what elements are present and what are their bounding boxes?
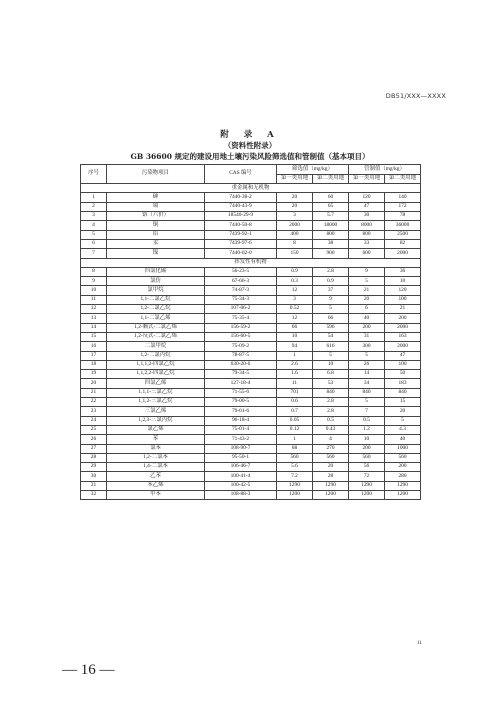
cell-cas: 56-23-5 <box>205 267 277 276</box>
cell-index: 7 <box>81 249 107 258</box>
cell-cas: 127-18-4 <box>205 379 277 388</box>
cell-screening-land2: 20 <box>313 463 349 472</box>
cell-control-land2: 21 <box>385 305 421 314</box>
cell-control-land1: 9 <box>349 267 385 276</box>
table-row <box>81 398 421 407</box>
cell-control-land1: 7 <box>349 407 385 416</box>
cell-cas: 107-06-2 <box>205 305 277 314</box>
table-row <box>81 277 421 286</box>
cell-control-land2: 40 <box>385 435 421 444</box>
cell-cas: 630-20-6 <box>205 360 277 369</box>
cell-control-land2: 47 <box>385 351 421 360</box>
cell-cas: 7439-97-6 <box>205 239 277 248</box>
cell-pollutant: 1,2-二氯苯 <box>107 453 205 462</box>
cell-screening-land1: 0.6 <box>277 398 313 407</box>
cell-index: 12 <box>81 305 107 314</box>
header-screening: 筛选值（mg/kg） <box>277 165 349 175</box>
cell-screening-land2: 5.7 <box>313 212 349 221</box>
cell-control-land1: 120 <box>349 193 385 202</box>
table-row <box>81 332 421 341</box>
table-row <box>81 435 421 444</box>
cell-screening-land2: 18000 <box>313 221 349 230</box>
page-number: — 16 — <box>62 662 115 678</box>
cell-pollutant: 氯苯 <box>107 444 205 453</box>
cell-index: 17 <box>81 351 107 360</box>
table-caption: GB 36600 规定的建设用地土壤污染风险筛选值和管制值（基本项目） <box>130 152 370 161</box>
cell-screening-land2: 1290 <box>313 481 349 490</box>
cell-control-land2: 100 <box>385 360 421 369</box>
source-page-number: 11 <box>416 640 422 646</box>
cell-screening-land1: 11 <box>277 379 313 388</box>
header-pollutant: 污染物项目 <box>107 165 205 184</box>
cell-screening-land1: 12 <box>277 314 313 323</box>
cell-pollutant: 镉 <box>107 202 205 211</box>
cell-pollutant: 铅 <box>107 230 205 239</box>
cell-control-land1: 21 <box>349 286 385 295</box>
cell-control-land1: 56 <box>349 463 385 472</box>
cell-screening-land1: 1290 <box>277 481 313 490</box>
cell-pollutant: 铜 <box>107 221 205 230</box>
cell-control-land1: 47 <box>349 202 385 211</box>
cell-screening-land2: 270 <box>313 444 349 453</box>
table-row <box>81 193 421 202</box>
cell-cas: 74-87-3 <box>205 286 277 295</box>
cell-pollutant: 铬（六价） <box>107 212 205 221</box>
cell-index: 11 <box>81 295 107 304</box>
cell-index: 3 <box>81 212 107 221</box>
cell-control-land2: 163 <box>385 332 421 341</box>
cell-screening-land1: 1200 <box>277 490 313 499</box>
appendix-subtitle: （资料性附录） <box>223 141 277 150</box>
cell-screening-land2: 66 <box>313 314 349 323</box>
cell-screening-land1: 3 <box>277 295 313 304</box>
cell-control-land2: 1000 <box>385 444 421 453</box>
cell-screening-land1: 560 <box>277 453 313 462</box>
header-index: 序号 <box>81 165 107 184</box>
cell-control-land2: 280 <box>385 472 421 481</box>
table-row <box>81 249 421 258</box>
table-row <box>81 481 421 490</box>
table-row <box>81 370 421 379</box>
table-row <box>81 202 421 211</box>
cell-pollutant: 1,1,1-三氯乙烷 <box>107 388 205 397</box>
cell-control-land2: 78 <box>385 212 421 221</box>
cell-screening-land2: 800 <box>313 230 349 239</box>
cell-pollutant: 甲苯 <box>107 490 205 499</box>
cell-screening-land2: 5 <box>313 351 349 360</box>
cell-index: 24 <box>81 416 107 425</box>
cell-control-land1: 600 <box>349 249 385 258</box>
cell-pollutant: 1,1-二氯乙烯 <box>107 314 205 323</box>
cell-control-land2: 20 <box>385 407 421 416</box>
table-row <box>81 351 421 360</box>
table-row <box>81 314 421 323</box>
cell-control-land2: 1200 <box>385 490 421 499</box>
cell-pollutant: 二氯甲烷 <box>107 342 205 351</box>
cell-index: 19 <box>81 370 107 379</box>
cell-control-land1: 14 <box>349 370 385 379</box>
cell-cas: 75-35-4 <box>205 314 277 323</box>
cell-cas: 156-59-2 <box>205 323 277 332</box>
cell-index: 5 <box>81 230 107 239</box>
cell-screening-land2: 0.9 <box>313 277 349 286</box>
cell-pollutant: 1,1,2,2-四氯乙烷 <box>107 370 205 379</box>
cell-control-land2: 200 <box>385 314 421 323</box>
header-control: 管制值（mg/kg） <box>349 165 421 175</box>
cell-screening-land1: 0.7 <box>277 407 313 416</box>
header-screening-land2: 第二类用地 <box>313 174 349 184</box>
cell-pollutant: 1,1,2-三氯乙烷 <box>107 398 205 407</box>
cell-control-land2: 5 <box>385 416 421 425</box>
cell-cas: 71-55-6 <box>205 388 277 397</box>
cell-screening-land1: 5.6 <box>277 463 313 472</box>
cell-cas: 79-00-5 <box>205 398 277 407</box>
header-cas: CAS 编号 <box>205 165 277 184</box>
table-row <box>81 472 421 481</box>
section-title: 挥发性有机物 <box>81 258 421 267</box>
cell-index: 22 <box>81 398 107 407</box>
cell-pollutant: 1,2,3-三氯丙烷 <box>107 416 205 425</box>
cell-screening-land2: 37 <box>313 286 349 295</box>
cell-screening-land2: 596 <box>313 323 349 332</box>
cell-cas: 79-01-6 <box>205 407 277 416</box>
cell-cas: 75-01-4 <box>205 425 277 434</box>
table-row <box>81 286 421 295</box>
cell-control-land1: 8000 <box>349 221 385 230</box>
cell-screening-land1: 1 <box>277 435 313 444</box>
cell-screening-land2: 28 <box>313 472 349 481</box>
cell-index: 27 <box>81 444 107 453</box>
cell-index: 20 <box>81 379 107 388</box>
table-row <box>81 379 421 388</box>
cell-control-land1: 72 <box>349 472 385 481</box>
cell-pollutant: 汞 <box>107 239 205 248</box>
cell-control-land1: 30 <box>349 212 385 221</box>
cell-control-land2: 36 <box>385 267 421 276</box>
cell-screening-land2: 0.43 <box>313 425 349 434</box>
section-title: 重金属和无机物 <box>81 184 421 193</box>
cell-cas: 71-43-2 <box>205 435 277 444</box>
cell-control-land2: 15 <box>385 398 421 407</box>
cell-control-land1: 200 <box>349 323 385 332</box>
cell-control-land2: 120 <box>385 286 421 295</box>
cell-index: 9 <box>81 277 107 286</box>
cell-pollutant: 1,1,1,2-四氯乙烷 <box>107 360 205 369</box>
cell-control-land1: 5 <box>349 277 385 286</box>
table-row <box>81 407 421 416</box>
cell-cas: 156-60-5 <box>205 332 277 341</box>
cell-control-land1: 0.5 <box>349 416 385 425</box>
cell-screening-land2: 2.8 <box>313 267 349 276</box>
cell-screening-land1: 20 <box>277 202 313 211</box>
cell-screening-land1: 150 <box>277 249 313 258</box>
cell-control-land2: 2000 <box>385 249 421 258</box>
cell-index: 4 <box>81 221 107 230</box>
section-row <box>81 184 421 193</box>
cell-control-land2: 2000 <box>385 323 421 332</box>
cell-index: 14 <box>81 323 107 332</box>
cell-screening-land1: 0.9 <box>277 267 313 276</box>
cell-pollutant: 1,1-二氯乙烷 <box>107 295 205 304</box>
table-row <box>81 239 421 248</box>
cell-pollutant: 1,2-反式-二氯乙烯 <box>107 332 205 341</box>
cell-screening-land2: 60 <box>313 193 349 202</box>
cell-control-land1: 1290 <box>349 481 385 490</box>
cell-screening-land2: 5 <box>313 305 349 314</box>
table-body <box>81 184 421 500</box>
cell-screening-land2: 560 <box>313 453 349 462</box>
cell-cas: 96-18-4 <box>205 416 277 425</box>
cell-pollutant: 四氯乙烯 <box>107 379 205 388</box>
table-row <box>81 463 421 472</box>
cell-screening-land1: 68 <box>277 444 313 453</box>
cell-control-land2: 10 <box>385 277 421 286</box>
cell-index: 23 <box>81 407 107 416</box>
cell-pollutant: 砷 <box>107 193 205 202</box>
cell-control-land1: 26 <box>349 360 385 369</box>
cell-index: 25 <box>81 425 107 434</box>
cell-control-land1: 300 <box>349 342 385 351</box>
header-control-land1: 第一类用地 <box>349 174 385 184</box>
cell-control-land2: 82 <box>385 239 421 248</box>
cell-cas: 7440-43-9 <box>205 202 277 211</box>
cell-index: 2 <box>81 202 107 211</box>
cell-screening-land1: 2.6 <box>277 360 313 369</box>
cell-screening-land2: 6.8 <box>313 370 349 379</box>
cell-screening-land1: 20 <box>277 193 313 202</box>
cell-pollutant: 1,2-二氯乙烷 <box>107 305 205 314</box>
cell-screening-land1: 10 <box>277 332 313 341</box>
cell-screening-land2: 2.8 <box>313 407 349 416</box>
cell-index: 18 <box>81 360 107 369</box>
cell-screening-land2: 2.8 <box>313 398 349 407</box>
cell-cas: 75-34-3 <box>205 295 277 304</box>
table-row <box>81 360 421 369</box>
cell-pollutant: 四氯化碳 <box>107 267 205 276</box>
cell-control-land1: 5 <box>349 351 385 360</box>
cell-pollutant: 苯乙烯 <box>107 481 205 490</box>
cell-cas: 79-34-5 <box>205 370 277 379</box>
cell-control-land1: 200 <box>349 444 385 453</box>
cell-cas: 95-50-1 <box>205 453 277 462</box>
cell-index: 29 <box>81 463 107 472</box>
cell-index: 30 <box>81 472 107 481</box>
cell-control-land2: 2500 <box>385 230 421 239</box>
cell-index: 28 <box>81 453 107 462</box>
cell-screening-land2: 1200 <box>313 490 349 499</box>
table-row <box>81 295 421 304</box>
cell-index: 16 <box>81 342 107 351</box>
cell-screening-land1: 66 <box>277 323 313 332</box>
appendix-title: 附 录 A <box>220 130 280 140</box>
pollutant-table <box>80 164 421 500</box>
cell-control-land1: 5 <box>349 398 385 407</box>
cell-control-land2: 172 <box>385 202 421 211</box>
cell-screening-land1: 12 <box>277 286 313 295</box>
cell-screening-land1: 0.3 <box>277 277 313 286</box>
cell-pollutant: 镍 <box>107 249 205 258</box>
cell-screening-land1: 94 <box>277 342 313 351</box>
cell-pollutant: 1,2-顺式-二氯乙烯 <box>107 323 205 332</box>
cell-screening-land2: 65 <box>313 202 349 211</box>
cell-cas: 78-87-5 <box>205 351 277 360</box>
cell-pollutant: 三氯乙烯 <box>107 407 205 416</box>
cell-screening-land2: 840 <box>313 388 349 397</box>
cell-control-land1: 34 <box>349 379 385 388</box>
cell-cas: 108-88-3 <box>205 490 277 499</box>
cell-index: 31 <box>81 481 107 490</box>
cell-screening-land2: 54 <box>313 332 349 341</box>
cell-index: 21 <box>81 388 107 397</box>
cell-screening-land2: 0.5 <box>313 416 349 425</box>
cell-screening-land2: 900 <box>313 249 349 258</box>
cell-screening-land2: 9 <box>313 295 349 304</box>
table-row <box>81 342 421 351</box>
cell-index: 13 <box>81 314 107 323</box>
cell-cas: 100-42-5 <box>205 481 277 490</box>
cell-index: 32 <box>81 490 107 499</box>
cell-screening-land1: 0.52 <box>277 305 313 314</box>
cell-screening-land2: 53 <box>313 379 349 388</box>
cell-control-land2: 100 <box>385 295 421 304</box>
cell-control-land1: 31 <box>349 332 385 341</box>
cell-cas: 7439-92-1 <box>205 230 277 239</box>
cell-control-land1: 20 <box>349 295 385 304</box>
table-row <box>81 221 421 230</box>
table-row <box>81 267 421 276</box>
cell-pollutant: 1,4-二氯苯 <box>107 463 205 472</box>
cell-cas: 7440-50-8 <box>205 221 277 230</box>
cell-cas: 108-90-7 <box>205 444 277 453</box>
document-code: DB51/XXX—XXXX <box>385 92 446 100</box>
cell-control-land1: 40 <box>349 314 385 323</box>
cell-pollutant: 苯 <box>107 435 205 444</box>
cell-control-land2: 50 <box>385 370 421 379</box>
cell-index: 6 <box>81 239 107 248</box>
cell-pollutant: 1,2-二氯丙烷 <box>107 351 205 360</box>
table-row <box>81 230 421 239</box>
table-row <box>81 425 421 434</box>
cell-control-land2: 36000 <box>385 221 421 230</box>
cell-control-land2: 200 <box>385 463 421 472</box>
cell-screening-land1: 701 <box>277 388 313 397</box>
cell-cas: 106-46-7 <box>205 463 277 472</box>
cell-control-land2: 1290 <box>385 481 421 490</box>
table-row <box>81 388 421 397</box>
cell-screening-land1: 1.6 <box>277 370 313 379</box>
table-row <box>81 444 421 453</box>
cell-cas: 18540-29-9 <box>205 212 277 221</box>
cell-screening-land1: 2000 <box>277 221 313 230</box>
cell-cas: 100-41-4 <box>205 472 277 481</box>
table-row <box>81 212 421 221</box>
section-row <box>81 258 421 267</box>
cell-screening-land2: 616 <box>313 342 349 351</box>
cell-cas: 67-66-3 <box>205 277 277 286</box>
cell-index: 15 <box>81 332 107 341</box>
cell-screening-land2: 38 <box>313 239 349 248</box>
cell-cas: 7440-38-2 <box>205 193 277 202</box>
cell-screening-land2: 10 <box>313 360 349 369</box>
header-screening-land1: 第一类用地 <box>277 174 313 184</box>
cell-index: 1 <box>81 193 107 202</box>
table-row <box>81 323 421 332</box>
cell-pollutant: 氯仿 <box>107 277 205 286</box>
cell-index: 8 <box>81 267 107 276</box>
cell-control-land1: 33 <box>349 239 385 248</box>
cell-control-land1: 840 <box>349 388 385 397</box>
cell-pollutant: 氯乙烯 <box>107 425 205 434</box>
cell-cas: 7440-02-0 <box>205 249 277 258</box>
cell-screening-land1: 3 <box>277 212 313 221</box>
cell-control-land1: 6 <box>349 305 385 314</box>
table-row <box>81 490 421 499</box>
cell-control-land2: 560 <box>385 453 421 462</box>
table-row <box>81 416 421 425</box>
table-row <box>81 453 421 462</box>
cell-pollutant: 氯甲烷 <box>107 286 205 295</box>
cell-screening-land1: 8 <box>277 239 313 248</box>
cell-index: 26 <box>81 435 107 444</box>
cell-control-land1: 1200 <box>349 490 385 499</box>
cell-pollutant: 乙苯 <box>107 472 205 481</box>
cell-screening-land2: 4 <box>313 435 349 444</box>
cell-screening-land1: 0.12 <box>277 425 313 434</box>
cell-control-land1: 10 <box>349 435 385 444</box>
cell-control-land2: 140 <box>385 193 421 202</box>
cell-screening-land1: 400 <box>277 230 313 239</box>
cell-control-land2: 2000 <box>385 342 421 351</box>
cell-control-land2: 840 <box>385 388 421 397</box>
cell-control-land1: 560 <box>349 453 385 462</box>
cell-control-land1: 1.2 <box>349 425 385 434</box>
table-row <box>81 305 421 314</box>
cell-cas: 75-09-2 <box>205 342 277 351</box>
cell-index: 10 <box>81 286 107 295</box>
cell-control-land2: 183 <box>385 379 421 388</box>
cell-screening-land1: 1 <box>277 351 313 360</box>
cell-control-land2: 4.3 <box>385 425 421 434</box>
header-control-land2: 第二类用地 <box>385 174 421 184</box>
cell-screening-land1: 7.2 <box>277 472 313 481</box>
cell-control-land1: 800 <box>349 230 385 239</box>
cell-screening-land1: 0.05 <box>277 416 313 425</box>
